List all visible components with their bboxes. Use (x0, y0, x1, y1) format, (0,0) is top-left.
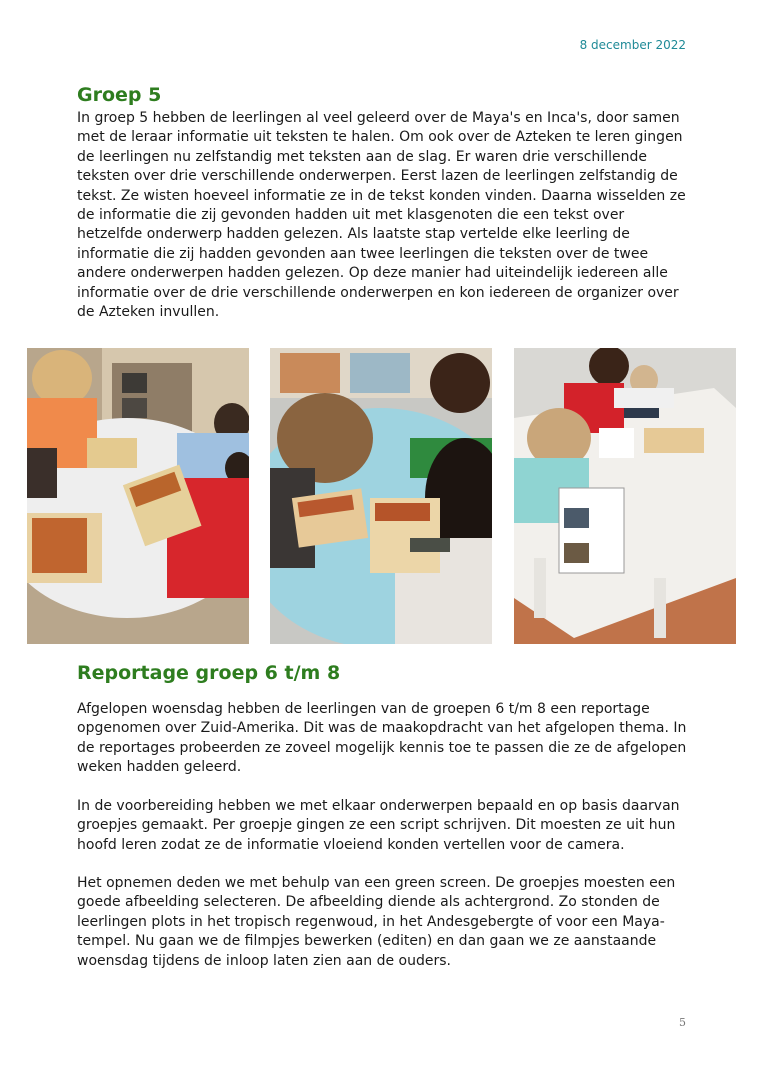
reportage-paragraph-2: In de voorbereiding hebben we met elkaar onderwerpen bepaald en op basis daarvan groepjes gemaakt. Per groepje gingen ze een script schrijven. Dit moesten ze uit hun hoofd leren zodat ze de informatie vloeiend konden vertellen voor de camera. (77, 798, 680, 853)
page-date: 8 december 2022 (579, 38, 686, 52)
page-number: 5 (679, 1016, 686, 1029)
photo-students-at-table-1 (27, 348, 249, 644)
reportage-paragraph-1: Afgelopen woensdag hebben de leerlingen van de groepen 6 t/m 8 een reportage opgenomen over Zuid-Amerika. Dit was de maakopdracht van het afgelopen thema. In de reportages probeerden ze zoveel mogelijk kennis toe te passen die ze de afgelopen weken hadden geleerd. (77, 701, 687, 776)
photo-students-at-table-3 (514, 348, 736, 644)
groep5-text: In groep 5 hebben de leerlingen al veel geleerd over de Maya's en Inca's, door samen met de leraar informatie uit teksten te halen. Om ook over de Azteken te leren gingen de leerlingen nu zelfstandig met teksten aan de slag. Er waren drie verschillende teksten over drie verschillende onderwerpen. Eerst lazen de leerlingen zelfstandig de tekst. Ze wisten hoeveel informatie ze in de tekst konden vinden. Daarna wisselden ze de informatie die zij gevonden hadden uit met klasgenoten die een tekst over hetzelfde onderwerp hadden gelezen. Als laatste stap vertelde elke leerling de informatie die zij hadden gevonden aan twee leerlingen die teksten over de twee andere onderwerpen hadden gelezen. Op deze manier had uiteindelijk iedereen alle informatie over de drie verschillende onderwerpen en kon iedereen de organizer over de Azteken invullen. (77, 110, 686, 321)
photo-students-at-table-2 (270, 348, 492, 644)
reportage-title: Reportage groep 6 t/m 8 (77, 662, 341, 684)
groep5-title: Groep 5 (77, 84, 162, 106)
reportage-paragraph-3: Het opnemen deden we met behulp van een green screen. De groepjes moesten een goede afbeelding selecteren. De afbeelding diende als achtergrond. Zo stonden de leerlingen plots in het tropisch regenwoud, in het Andesgebergte of voor een Maya-tempel. Nu gaan we de filmpjes bewerken (editen) en dan gaan we ze aanstaande woensdag tijdens de inloop laten zien aan de ouders. (77, 875, 676, 969)
